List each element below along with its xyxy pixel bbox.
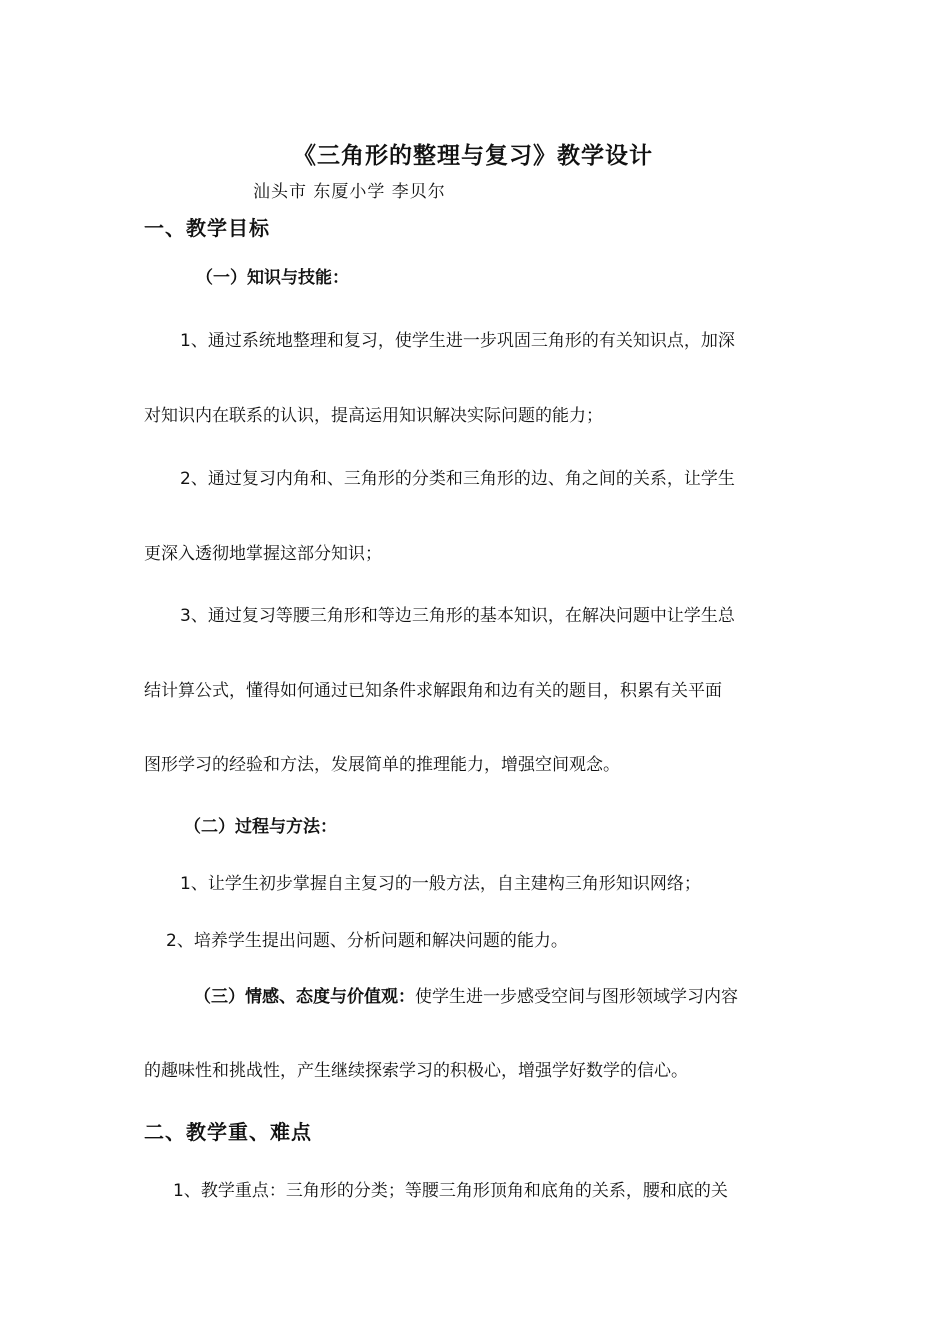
- paragraph-line: 的趣味性和挑战性，产生继续探索学习的积极心，增强学好数学的信心。: [144, 1061, 688, 1081]
- paragraph-line: 1、让学生初步掌握自主复习的一般方法，自主建构三角形知识网络；: [180, 874, 701, 894]
- document-author: 汕头市 东厦小学 李贝尔: [253, 182, 446, 202]
- paragraph-line: 更深入透彻地掌握这部分知识；: [144, 544, 382, 564]
- subsection-heading-attitude: （三）情感、态度与价值观：: [194, 987, 415, 1007]
- paragraph-line: 对知识内在联系的认识，提高运用知识解决实际问题的能力；: [144, 406, 603, 426]
- paragraph-line: 1、通过系统地整理和复习，使学生进一步巩固三角形的有关知识点，加深: [180, 331, 735, 351]
- section-heading-key-points: 二、教学重、难点: [144, 1120, 312, 1144]
- section-heading-objectives: 一、教学目标: [144, 216, 270, 240]
- paragraph-text: 使学生进一步感受空间与图形领域学习内容: [415, 987, 738, 1007]
- subsection-heading-process: （二）过程与方法：: [184, 817, 337, 837]
- paragraph-line: 2、培养学生提出问题、分析问题和解决问题的能力。: [166, 931, 568, 951]
- document-title: 《三角形的整理与复习》教学设计: [293, 143, 653, 169]
- paragraph-line: 3、通过复习等腰三角形和等边三角形的基本知识，在解决问题中让学生总: [180, 606, 735, 626]
- paragraph-line: 结计算公式，懂得如何通过已知条件求解跟角和边有关的题目，积累有关平面: [144, 681, 722, 701]
- paragraph-line: 图形学习的经验和方法，发展简单的推理能力，增强空间观念。: [144, 755, 620, 775]
- paragraph-line-attitude: [194, 982, 738, 1007]
- paragraph-line: 2、通过复习内角和、三角形的分类和三角形的边、角之间的关系，让学生: [180, 469, 735, 489]
- paragraph-line: 1、教学重点：三角形的分类；等腰三角形顶角和底角的关系，腰和底的关: [173, 1181, 728, 1201]
- subsection-heading-knowledge: （一）知识与技能：: [196, 268, 349, 288]
